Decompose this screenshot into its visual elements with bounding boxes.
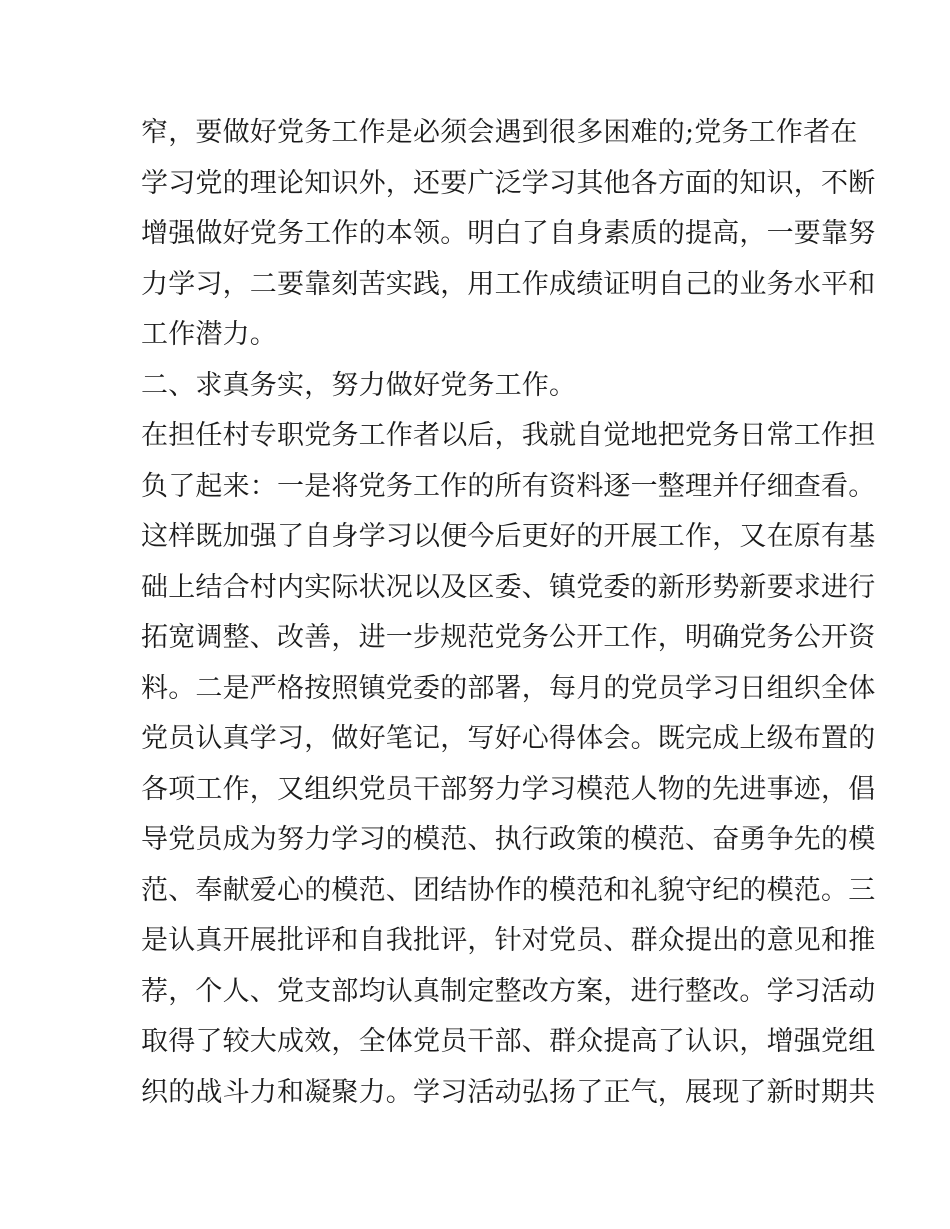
text-line: 这样既加强了自身学习以便今后更好的开展工作，又在原有基 (141, 521, 876, 552)
text-line: 拓宽调整、改善，进一步规范党务公开工作，明确党务公开资 (141, 622, 876, 653)
text-line: 础上结合村内实际状况以及区委、镇党委的新形势新要求进行 (141, 571, 876, 603)
text-line: 织的战斗力和凝聚力。学习活动弘扬了正气，展现了新时期共 (141, 1076, 876, 1108)
section-heading: 二、求真务实，努力做好党务工作。 (141, 369, 577, 401)
text-line: 范、奉献爱心的模范、团结协作的模范和礼貌守纪的模范。三 (141, 874, 876, 906)
body-text (141, 108, 876, 1118)
text-line: 工作潜力。 (141, 319, 277, 350)
text-line: 荐，个人、党支部均认真制定整改方案，进行整改。学习活动 (141, 975, 876, 1007)
text-line: 力学习，二要靠刻苦实践，用工作成绩证明自己的业务水平和 (141, 268, 876, 300)
text-line: 学习党的理论知识外，还要广泛学习其他各方面的知识，不断 (141, 167, 876, 199)
text-line: 是认真开展批评和自我批评，针对党员、群众提出的意见和推 (141, 925, 876, 956)
text-line: 取得了较大成效，全体党员干部、群众提高了认识，增强党组 (141, 1026, 876, 1057)
text-line: 增强做好党务工作的本领。明白了自身素质的提高，一要靠努 (141, 218, 876, 249)
text-line: 导党员成为努力学习的模范、执行政策的模范、奋勇争先的模 (141, 824, 876, 855)
text-line: 在担任村专职党务工作者以后，我就自觉地把党务日常工作担 (141, 420, 876, 451)
text-line: 党员认真学习，做好笔记，写好心得体会。既完成上级布置的 (141, 723, 876, 754)
text-line: 料。二是严格按照镇党委的部署，每月的党员学习日组织全体 (141, 672, 876, 704)
text-line: 负了起来：一是将党务工作的所有资料逐一整理并仔细查看。 (141, 470, 876, 502)
text-line: 窄，要做好党务工作是必须会遇到很多困难的;党务工作者在 (141, 117, 858, 148)
text-line: 各项工作，又组织党员干部努力学习模范人物的先进事迹，倡 (141, 773, 876, 805)
